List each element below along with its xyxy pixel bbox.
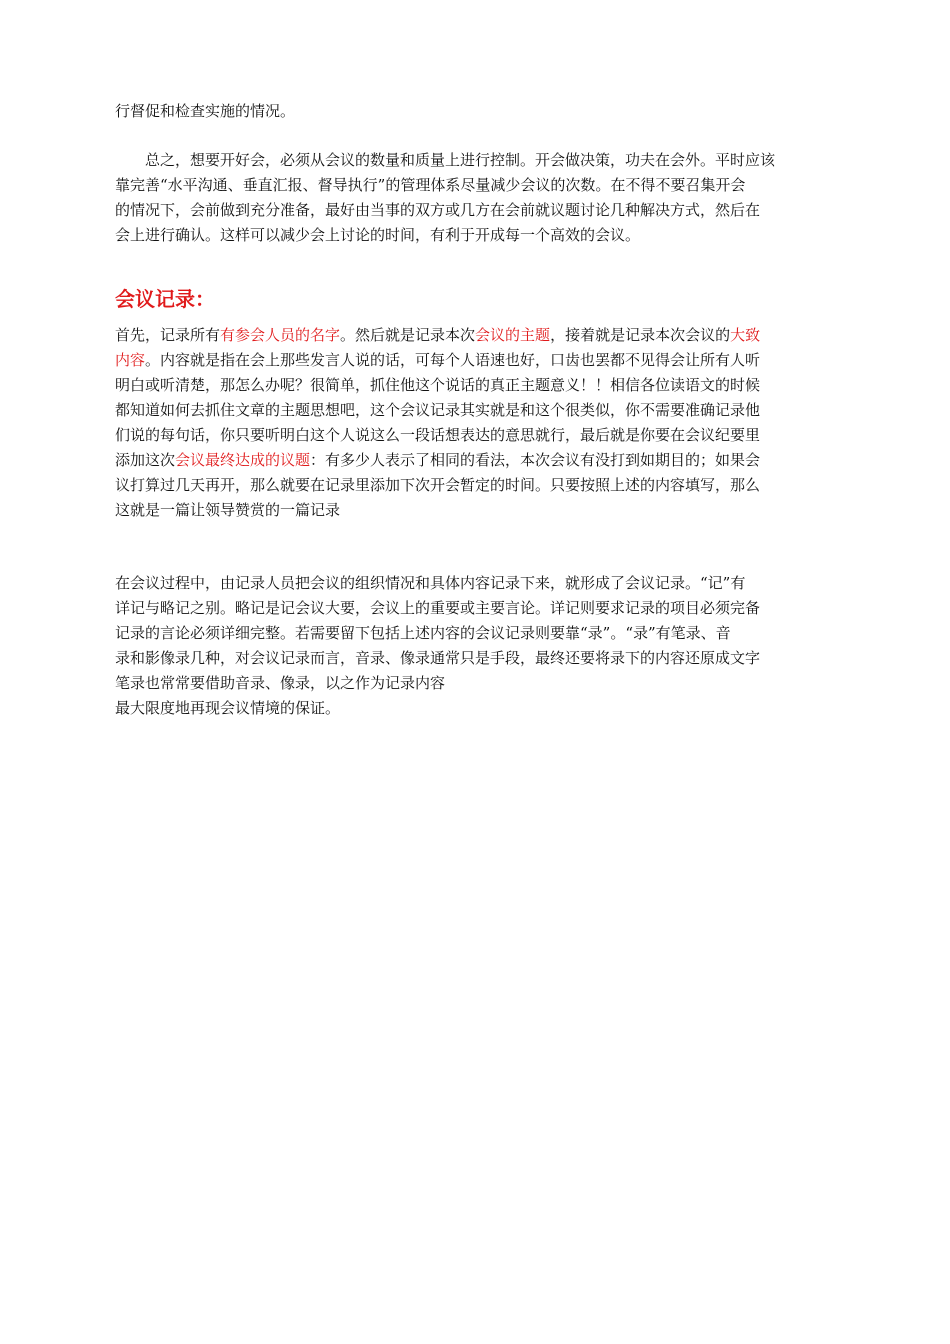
highlight-general-content: 大致	[730, 326, 761, 344]
text-line: 这就是一篇让领导赞赏的一篇记录	[115, 501, 341, 519]
paragraph-meeting-record	[115, 323, 850, 523]
text-line: 在会议过程中，由记录人员把会议的组织情况和具体内容记录下来，就形成了会议记录。“记”有	[115, 574, 746, 592]
paragraph-summary	[115, 148, 850, 248]
text-run: 首先，记录所有	[115, 326, 221, 344]
text-line: 都知道如何去抓住文章的主题思想吧，这个会议记录其实就是和这个很类似，你不需要准确记录他	[115, 401, 761, 419]
text-line	[115, 448, 850, 473]
text-run: ，接着就是记录本次会议的	[550, 326, 731, 344]
paragraph-intro-fragment	[115, 99, 850, 124]
paragraph-record-definition	[115, 571, 850, 721]
text-run: ：有多少人表示了相同的看法，本次会议有没打到如期目的；如果会	[310, 451, 761, 469]
text-line: 记录的言论必须详细完整。若需要留下包括上述内容的会议记录则要靠“录”。“录”有笔录、音	[115, 624, 731, 642]
text-line: 会上进行确认。这样可以减少会上讨论的时间，有利于开成每一个高效的会议。	[115, 226, 641, 244]
text-line: 们说的每句话，你只要听明白这个人说这么一段话想表达的意思就行，最后就是你要在会议纪要里	[115, 426, 761, 444]
text-run: 。内容就是指在会上那些发言人说的话，可每个人语速也好，口齿也罢都不见得会让所有人听	[145, 351, 761, 369]
section-heading: 会议记录：	[115, 287, 215, 311]
text-line: 的情况下，会前做到充分准备，最好由当事的双方或几方在会前就议题讨论几种解决方式，然后在	[115, 201, 761, 219]
text-line: 总之，想要开好会，必须从会议的数量和质量上进行控制。开会做决策，功夫在会外。平时应该	[115, 151, 776, 169]
text-line: 议打算过几天再开，那么就要在记录里添加下次开会暂定的时间。只要按照上述的内容填写，那么	[115, 476, 761, 494]
text-line: 行督促和检查实施的情况。	[115, 102, 296, 120]
text-line: 录和影像录几种，对会议记录而言，音录、像录通常只是手段，最终还要将录下的内容还原成文字	[115, 649, 761, 667]
highlight-attendee-names: 有参会人员的名字	[220, 326, 341, 344]
text-line	[115, 323, 850, 348]
text-run: 添加这次	[115, 451, 176, 469]
text-line: 详记与略记之别。略记是记会议大要，会议上的重要或主要言论。详记则要求记录的项目必须完备	[115, 599, 761, 617]
highlight-general-content: 内容	[115, 351, 146, 369]
text-run: 。然后就是记录本次	[340, 326, 476, 344]
text-line: 最大限度地再现会议情境的保证。	[115, 699, 341, 717]
text-line: 笔录也常常要借助音录、像录，以之作为记录内容	[115, 674, 446, 692]
text-line	[115, 348, 850, 373]
text-line: 明白或听清楚，那怎么办呢？很简单，抓住他这个说话的真正主题意义！！相信各位读语文的时候	[115, 376, 761, 394]
highlight-final-agreed-topics: 会议最终达成的议题	[175, 451, 311, 469]
text-line: 靠完善“水平沟通、垂直汇报、督导执行”的管理体系尽量减少会议的次数。在不得不要召集开会	[115, 176, 746, 194]
highlight-meeting-topic: 会议的主题	[475, 326, 551, 344]
